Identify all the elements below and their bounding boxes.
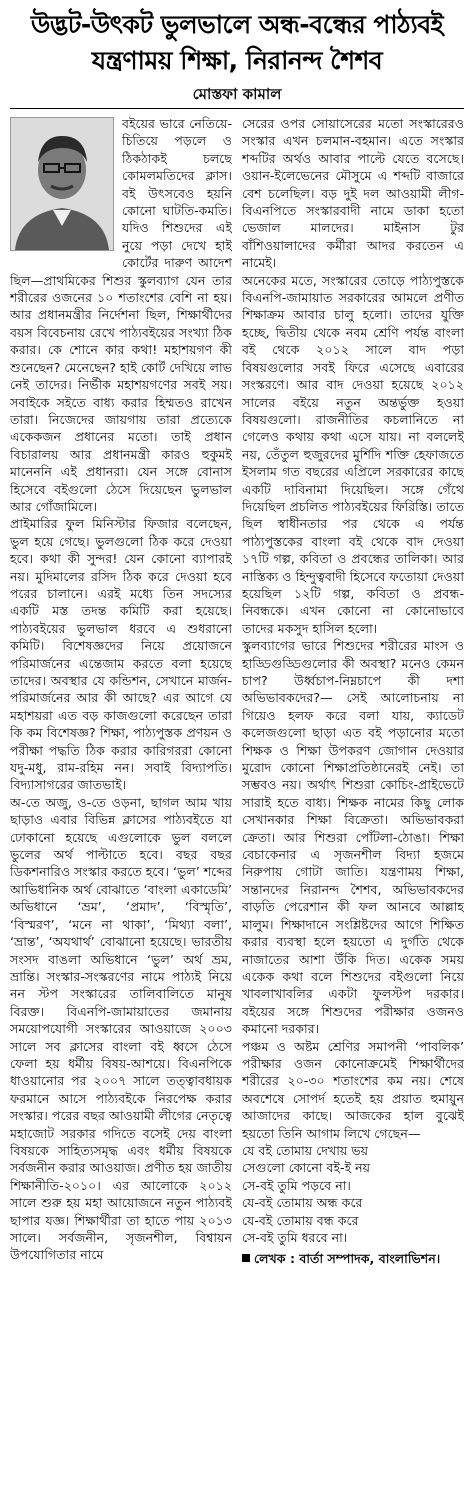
headline-line-2: যন্ত্রণাময় শিক্ষা, নিরানন্দ শৈশব [91,46,383,75]
poem-quote [242,1142,464,1246]
author-note [242,1250,464,1267]
author-note-text: বার্তা সম্পাদক, বাংলাভিশন। [299,1251,441,1267]
poem-line: যে বই তোমায় দেখায় ভয় [242,1142,369,1158]
byline: মোস্তফা কামাল [192,85,282,103]
paragraph: প্রাইমারির ফুল মিনিস্টার ফিজার বলেছেন, ভুল হয়ে গেছে। ভুলগুলো ঠিক করে দেওয়া হবে। কথা কী সুন্দর! যেন কোনো ব্যাপারই নয়। মুদিমালের রসিদ ঠিক করে দেওয়া হবে পরের চালানে। এরই মধ্যে তিন সদস্যের একটি মস্ত তদন্ত কমিটি করা হয়েছে। পাঠ্যবইয়ের ভুলভাল ধরবে এ শুধরানো কমিটি। বিশেষজ্ঞদের নিয়ে প্রয়োজনে পরিমার্জনের এন্তেজাম করতে বলা হয়েছে তাদের। অবস্থার যে কন্ডিশন, সেখানে মার্জন-পরিমার্জনের আর কী আছে? এর আগে যে মহাশয়রা এত বড় কাজগুলো করেছেন তারা কি কম বিশেষজ্ঞ? শিক্ষা, পাঠ্যপুস্তক প্রণয়ন ও পরীক্ষা পদ্ধতি ঠিক করার কারিগররা কোনো যদু-মধু, রাম-রহিম নন। সবাই বিদ্যাপতি। বিদ্যাসাগরের জাতভাই। [10,516,232,793]
column-left [10,115,232,1500]
bullet-square-icon [242,1254,250,1262]
author-note-label: লেখক : [254,1251,295,1267]
poem-line: সেগুলো কোনো বই-ই নয় [242,1160,371,1176]
poem-line: সে-বই তুমি পড়বে না। [242,1177,351,1193]
paragraph: স্কুলব্যাগের ভারে শিশুদের শরীরের মাংস ও হাড্ডিগুড্ডিগুলোর কী অবস্থা? মনেও কেমন চাপ? উর্ধ্বচাপ-নিম্নচাপে কী দশা অভিভাবকদের?— সেই আলোচনায় না গিয়েও হলফ করে বলা যায়, ক্যাডেট কলেজগুলো ছাড়া এত বই পড়ানোর মতো শিক্ষক ও শিক্ষা উপকরণ জোগান দেওয়ার মুরোদ কোনো শিক্ষাপ্রতিষ্ঠানেরই নেই। তা সম্ভবও নয়। অর্থাৎ শিশুরা কোচিং-প্রাইভেটে সারাই হতে বাধ্য। শিক্ষক নামের কিছু লোক সেখানকার শিক্ষা বিক্রেতা। অভিভাবকরা ক্রেতা। আর শিশুরা পোঁটলা-ঠোঙা। শিক্ষা বেচাকেনার এ সৃজনশীল বিদ্যা হজমে নিরুপায় গোটা জাতি। যন্ত্রণাময় শিক্ষা, সন্তানদের নিরানন্দ শৈশব, অভিভাবকদের বাড়তি পেরেশান কী ফল আনবে আল্লাহ মালুম। শিক্ষাদানে সংশ্লিষ্টদের আগে শিক্ষিত করার ব্যবস্থা হলে হয়তো এ দুর্গতি থেকে নাজাতের আশা উঁকি দিত। একেক সময় একেক কথা বলে শিশুদের বইগুলো নিয়ে খাবলাখাবলির একটা ফুলস্টপ দরকার। বইয়ের সঙ্গে শিশুদের পরীক্ষার ওজনও কমানো দরকার। [242,638,464,1037]
paragraph: বইয়ের ভারে নেতিয়ে-চিতিয়ে পড়লে ও ঠিকঠাকই চলছে কোমলমতিদের ক্লাস। বই উৎসবেও হয়নি কোনো ঘাটতি-কমতি। যদিও শিশুদের এই নুয়ে পড়া দেখে হাই কোর্টের দারুণ আদেশ ছিল—প্রাথমিকের শিশুর স্কুলব্যাগ যেন তার শরীরের ওজনের ১০ শতাংশের বেশি না হয়। আর প্রধানমন্ত্রীর নির্দেশনা ছিল, শিক্ষার্থীদের বয়স বিবেচনায় রেখে পাঠ্যবইয়ের সংখ্যা ঠিক করার। কে শোনে কার কথা! মহাশয়গণ কী শুনেছেন? মেনেছেন? হাই কোর্ট দেখিয়ে লাভ নেই তাদের। নির্ভীক মহাশয়গণের সবই সয়। সবাইকে সইতে বাধ্য করার হিম্মতও রাখেন তারা। নিজেদের জায়গায় তারা প্রত্যেকে একেকজন প্রধানের মতো। তাই প্রধান বিচারালয় আর প্রধানমন্ত্রী কারও হুকুমই মানেননি এই প্রধানরা। যেন সঙ্গে বোনাস হিসেবে বইগুলো ঠেসে দিয়েছেন ভুলভাল আর গোঁজামিলে। [10,116,232,514]
article-columns [10,115,464,1500]
headline-line-1: উদ্ভট-উৎকট ভুলভালে অন্ধ-বন্ধের পাঠ্যবই [30,10,444,39]
divider [10,108,464,109]
poem-line: যে-বই তোমায় অন্ধ করে [242,1195,363,1211]
author-portrait-icon [10,117,114,251]
poem-line: সে-বই তুমি ধরবে না। [242,1230,348,1245]
paragraph: পঞ্চম ও অষ্টম শ্রেণির সমাপনী ‘পাবলিক’ পরীক্ষার ওজন কোনোক্রমেই শিক্ষার্থীদের শরীরের ২০-৩০ শতাংশের কম নয়। শেষে অবশেষে সোপর্দ হতেই হয় প্রয়াত হুমায়ুন আজাদের কাছে। আজকের হাল বুঝেই হয়তো তিনি আগাম লিখে গেছেন— [242,1038,464,1141]
poem-line: যে-বই তোমায় বন্ধ করে [242,1212,359,1228]
column-right [242,115,464,1500]
paragraph: সেরের ওপর সোয়াসেরের মতো সংস্কারেরও সংস্কার এখন চলমান-বহমান। এতে সংস্কার শব্দটির অর্থও আবার পাল্টে যেতে বসেছে। ওয়ান-ইলেভেনের মৌসুমে এ শব্দটি বাজারে বেশ চলেছিল। বড় দুই দল আওয়ামী লীগ-বিএনপিতে সংস্কারবাদী নামে ডাকা হতো ভেজাল মালদের। মাইনাস টুর বাঁশিওয়ালাদের কর্মীরা আদর করতেন এ নামেই। [242,116,464,271]
paragraph: অনেকের মতে, সংস্কারের তোড়ে পাঠ্যপুস্তকে বিএনপি-জামায়াত সরকারের আমলে প্রণীত শিক্ষাক্রম আবার চালু হলো। তাদের যুক্তি হচ্ছে, দ্বিতীয় থেকে নবম শ্রেণি পর্যন্ত বাংলা বই থেকে ২০১২ সালে বাদ পড়া বিষয়গুলোর সবই ফিরে এসেছে এবারের সংস্করণে। আর বাদ দেওয়া হয়েছে ২০১২ সালের বইয়ে নতুন অন্তর্ভুক্ত হওয়া বিষয়গুলো। রাজনীতির কচলানিতে না গেলেও কথায় কথা এসে যায়। না বললেই নয়, তেঁতুল হুজুরদের মুর্শিদি শক্তি হেফাজতে ইসলাম গত বছরের এপ্রিলে সরকারের কাছে একটি দাবিনামা দিয়েছিল। সঙ্গে গেঁথে দিয়েছিল প্রচলিত পাঠ্যবইয়ের ফিরিস্তি। তাতে ছিল স্বাধীনতার পর থেকে এ পর্যন্ত পাঠ্যপুস্তকের বাংলা বই থেকে বাদ দেওয়া ১৭টি গল্প, কবিতা ও প্রবন্ধের তালিকা। আর নাস্তিক্য ও হিন্দুত্ববাদী হিসেবে ফতোয়া দেওয়া হয়েছিল ১২টি গল্প, কবিতা ও প্রবন্ধ-নিবন্ধকে। এখন কোনো না কোনোভাবে তাদের মকসুদ হাসিল হলো। [242,272,464,636]
paragraph: অ-তে অজু, ও-তে ওড়না, ছাগল আম খায় ছাড়াও এবার বিভিন্ন ক্লাসের পাঠ্যবইতে যা ঢোকানো হয়েছে এগুলোকে ভুল বললে ভুলের অর্থ পাল্টাতে হবে। বছর বছর ডিকশনারিও সংস্কার করতে হবে। ‘ভুল’ শব্দের আভিধানিক অর্থ বোঝাতে ‘বাংলা একাডেমি’ অভিধানে ‘ভ্রম’, ‘প্রমাদ’, ‘বিস্মৃতি’, ‘বিস্মরণ’, ‘মনে না থাকা’, ‘মিথ্যা বলা’, ‘ভ্রান্ত’, ‘অযথার্থ’ বোঝানো হয়েছে। ভারতীয় সংসদ বাঙলা অভিধানে ‘ভুল’ অর্থ ভ্রম, ভ্রান্তি। সংস্কার-সংস্করণের নামে পাঠ্যই নিয়ে নন স্টপ সংস্কারের তালিবালিতে মানুষ বিরক্ত। বিএনপি-জামায়াতের জমানায় সময়োপযোগী সংস্কারের আওয়াজে ২০০৩ সালে সব ক্লাসের বাংলা বই ধ্বসে ঠেসে ফেলা হয় ধর্মীয় বিষয়-আশয়ে। বিএনপিকে ধাওয়ানোর পর ২০০৭ সালে তত্ত্বাবধায়ক ফরমানে আসে পাঠ্যবইকে নিরপেক্ষ করার সংস্কার। পরের বছর আওয়ামী লীগের নেতৃত্বে মহাজোট সরকার গদিতে বসেই দেয় বাংলা বিষয়কে সাহিত্যসমৃদ্ধ এবং ধর্মীয় বিষয়কে সর্বজনীন করার আওয়াজ। প্রণীত হয় জাতীয় শিক্ষানীতি-২০১০। এর আলোকে ২০১২ সালে শুরু হয় মহা আয়োজনে নতুন পাঠ্যবই ছাপার যজ্ঞ। শিক্ষার্থীরা তা হাতে পায় ২০১৩ সালে। সর্বজনীন, সৃজনশীল, বিশ্বায়ন উপযোগিতার নামে [10,794,232,1263]
